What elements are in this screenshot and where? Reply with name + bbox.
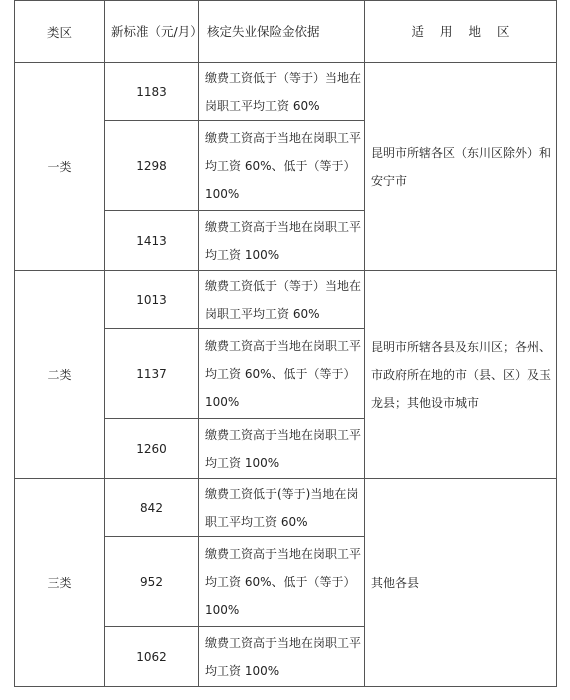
unemployment-insurance-table-container xyxy=(14,0,557,687)
table-row xyxy=(15,63,557,121)
header-standard: 新标准（元/月） xyxy=(105,1,199,63)
basis-cell: 缴费工资高于当地在岗职工平均工资 60%、低于（等于）100% xyxy=(199,329,365,419)
standard-cell: 1137 xyxy=(105,329,199,419)
header-row xyxy=(15,1,557,63)
basis-cell: 缴费工资高于当地在岗职工平均工资 100% xyxy=(199,211,365,271)
header-category: 类区 xyxy=(15,1,105,63)
area-cell: 其他各县 xyxy=(365,479,557,687)
standard-cell: 1260 xyxy=(105,419,199,479)
unemployment-insurance-table xyxy=(14,0,557,687)
basis-cell: 缴费工资低于(等于)当地在岗职工平均工资 60% xyxy=(199,479,365,537)
basis-cell: 缴费工资低于（等于）当地在岗职工平均工资 60% xyxy=(199,271,365,329)
standard-cell: 1183 xyxy=(105,63,199,121)
basis-cell: 缴费工资高于当地在岗职工平均工资 100% xyxy=(199,627,365,687)
standard-cell: 1413 xyxy=(105,211,199,271)
header-basis: 核定失业保险金依据 xyxy=(199,1,365,63)
standard-cell: 842 xyxy=(105,479,199,537)
category-cell: 二类 xyxy=(15,271,105,479)
table-row xyxy=(15,479,557,537)
header-area: 适 用 地 区 xyxy=(365,1,557,63)
basis-cell: 缴费工资低于（等于）当地在岗职工平均工资 60% xyxy=(199,63,365,121)
basis-cell: 缴费工资高于当地在岗职工平均工资 60%、低于（等于）100% xyxy=(199,537,365,627)
standard-cell: 1298 xyxy=(105,121,199,211)
basis-cell: 缴费工资高于当地在岗职工平均工资 60%、低于（等于）100% xyxy=(199,121,365,211)
standard-cell: 952 xyxy=(105,537,199,627)
area-cell: 昆明市所辖各县及东川区；各州、市政府所在地的市（县、区）及玉龙县；其他设市城市 xyxy=(365,271,557,479)
standard-cell: 1062 xyxy=(105,627,199,687)
standard-cell: 1013 xyxy=(105,271,199,329)
basis-cell: 缴费工资高于当地在岗职工平均工资 100% xyxy=(199,419,365,479)
table-row xyxy=(15,271,557,329)
category-cell: 一类 xyxy=(15,63,105,271)
area-cell: 昆明市所辖各区（东川区除外）和安宁市 xyxy=(365,63,557,271)
category-cell: 三类 xyxy=(15,479,105,687)
